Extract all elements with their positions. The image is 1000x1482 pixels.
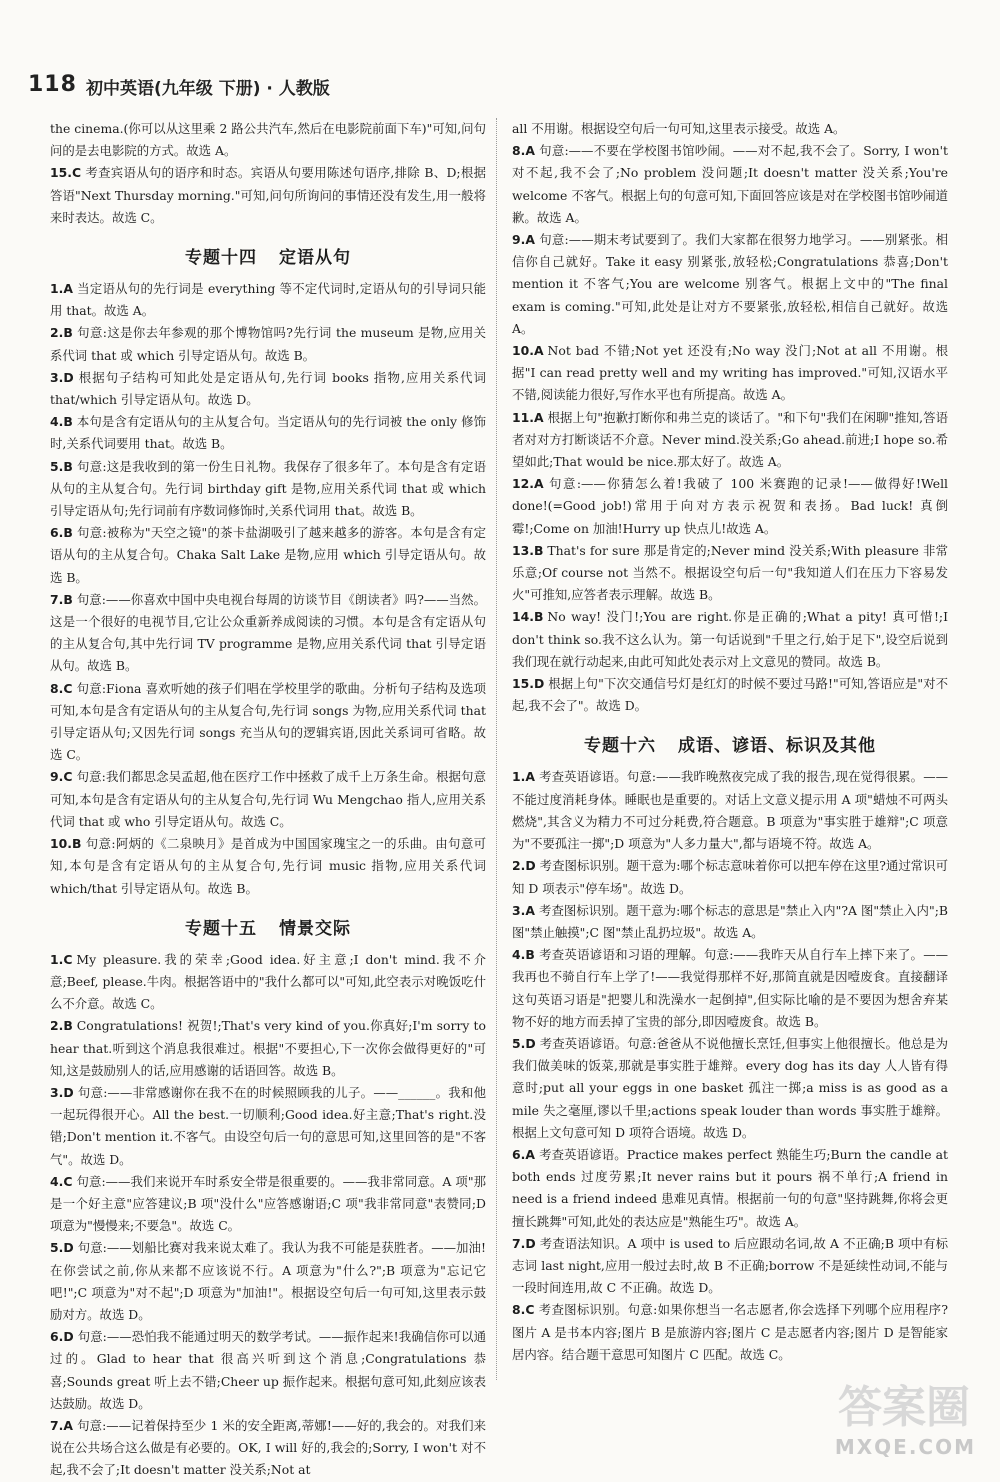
watermark-logo: 答案圈: [838, 1382, 970, 1433]
answer-number: 8.A: [512, 143, 535, 159]
answer-number: 12.A: [512, 476, 544, 492]
answer-explanation: 句意:——你喜欢中国中央电视台每周的访谈节目《朗读者》吗?——当然。这是一个很好的电视节目,它让公众重新养成阅读的习惯。本句是含有定语从句的主从复合句,其中先行词 TV programme 是物,应用关系代词 that 引导定语从句。故选 B。: [50, 591, 486, 674]
answer-number: 7.D: [512, 1235, 536, 1251]
answer-explanation: 句意:阿炳的《二泉映月》是首成为中国国家瑰宝之一的乐曲。由句意可知,本句是含有定语从句的主从复合句,先行词 music 指物,应用关系代词 which/that 引导定语从句。故选 B。: [50, 836, 486, 896]
answer-explanation: 当定语从句的先行词是 everything 等不定代词时,定语从句的引导词只能用 that。故选 A。: [50, 281, 486, 319]
answer-item: [50, 456, 486, 523]
answer-item: [512, 1144, 948, 1233]
answer-item: [512, 944, 948, 1033]
left-column: [50, 118, 486, 1482]
answer-number: 8.C: [512, 1302, 535, 1318]
answer-number: 2.B: [50, 325, 73, 341]
answer-item: [50, 678, 486, 767]
answer-explanation: My pleasure.我的荣幸;Good idea.好主意;I don't mind.我不介意;Beef, please.牛肉。根据答语中的"我什么都可以"可知,此空表示对晚饭吃什么不介意。故选 C。: [50, 951, 486, 1012]
answer-number: 5.D: [50, 1240, 74, 1256]
answer-number: 7.B: [50, 591, 73, 607]
answer-number: 4.C: [50, 1173, 73, 1189]
answer-explanation: 考查图标识别。题干意为:哪个标志的意思是"禁止入内"?A 图"禁止入内";B 图"禁止触摸";C 图"禁止乱扔垃圾"。故选 A。: [512, 902, 948, 940]
answer-item: [50, 589, 486, 678]
right-column: [512, 118, 948, 1366]
answer-item: [50, 367, 486, 411]
answer-number: 7.A: [50, 1417, 73, 1433]
answer-number: 5.D: [512, 1035, 536, 1051]
answer-number: 8.C: [50, 680, 73, 696]
answer-item: [512, 540, 948, 607]
answer-item: [50, 1015, 486, 1082]
section-heading: [50, 243, 486, 268]
answer-number: 3.D: [50, 1084, 74, 1100]
answer-item: [512, 473, 948, 540]
answer-explanation: 考查语法知识。A 项中 is used to 后应跟动名词,故 A 不正确;B 项中有标志词 last night,应用一般过去时,故 B 不正确;borrow 不是延续性动词,不能与一段时间连用,故 C 不正确。故选 D。: [512, 1235, 948, 1296]
answer-explanation: 考查英语谚语。句意:爸爸从不说他擅长烹饪,但事实上他很擅长。他总是为我们做美味的饭菜,那就是事实胜于雄辩。every dog has its day 人人皆有得意时;put all your eggs in one basket 孤注一掷;a miss is as good as a mile 失之毫厘,谬以千里;actions speak louder than words 事实胜于雄辩。根据上文句意可知 D 项符合语境。故选 D。: [512, 1035, 948, 1140]
answer-explanation: That's for sure 那是肯定的;Never mind 没关系;With pleasure 非常乐意;Of course not 当然不。根据设空句后一句"我知道人们在压力下容易发火"可推知,应答者表示理解。故选 B。: [512, 542, 948, 603]
page-number: 118: [28, 72, 77, 97]
answer-item: [50, 1326, 486, 1415]
answer-item: [50, 1082, 486, 1171]
page-header: [28, 72, 972, 102]
answer-item: [50, 833, 486, 900]
section-title: 情景交际: [279, 918, 351, 939]
answer-explanation: 根据上句"下次交通信号灯是红灯的时候不要过马路!"可知,答语应是"对不起,我不会了"。故选 D。: [512, 676, 948, 714]
answer-number: 15.D: [512, 676, 545, 692]
answer-explanation: 句意:——我们来说开车时系安全带是很重要的。——我非常同意。A 项"那是一个好主意"应答建议;B 项"没什么"应答感谢语;C 项"我非常同意"表赞同;D 项意为"慢慢来;不要急"。故选 C。: [50, 1173, 486, 1234]
answer-number: 4.B: [512, 947, 535, 963]
answer-item: [50, 1237, 486, 1326]
answer-explanation: 句意:——非常感谢你在我不在的时候照顾我的儿子。——______。我和他一起玩得很开心。All the best.一切顺利;Good idea.好主意;That's right.没错;Don't mention it.不客气。由设空句后一句的意思可知,这里回答的是"不客气"。故选 D。: [50, 1084, 486, 1167]
column-divider: [496, 118, 498, 1380]
answer-explanation: 根据上句"抱歉打断你和弗兰克的谈话了。"和下句"我们在闲聊"推知,答语者对对方打断谈话不介意。Never mind.没关系;Go ahead.前进;I hope so.希望如此;That would be nice.那太好了。故选 A。: [512, 409, 948, 470]
answer-number: 10.B: [50, 836, 82, 852]
answer-item: [50, 1415, 486, 1482]
answer-item: [50, 162, 486, 229]
book-title: 初中英语(九年级 下册) · 人教版: [86, 79, 330, 99]
answer-item: [50, 949, 486, 1016]
answer-explanation: 句意:——记着保持至少 1 米的安全距离,蒂娜!——好的,我会的。对我们来说在公共场合这么做是有必要的。OK, I will 好的,我会的;Sorry, I won't 对不起,我不会了;It doesn't matter 没关系;Not at: [50, 1417, 486, 1478]
answer-number: 5.B: [50, 458, 73, 474]
answer-number: 10.A: [512, 343, 544, 359]
answer-number: 3.D: [50, 369, 74, 385]
section-label: 专题十四: [185, 248, 257, 269]
answer-item: [512, 1033, 948, 1144]
answer-item: [512, 606, 948, 673]
answer-explanation: 考查图标识别。题干意为:哪个标志意味着你可以把车停在这里?通过常识可知 D 项表示"停车场"。故选 D。: [512, 858, 948, 896]
answer-number: 9.A: [512, 232, 535, 248]
answer-explanation: 句意:——划船比赛对我来说太难了。我认为我不可能是获胜者。——加油!在你尝试之前,你从来都不应该说不行。A 项意为"什么?";B 项意为"忘记它吧!";C 项意为"对不起";D 项意为"加油!"。根据设空句后一句可知,这里表示鼓励对方。故选 D。: [50, 1240, 486, 1322]
answer-number: 2.B: [50, 1018, 73, 1034]
answer-number: 4.B: [50, 414, 73, 430]
answer-item: [50, 1171, 486, 1238]
answer-number: 14.B: [512, 609, 544, 625]
watermark-site: MXQE.COM: [834, 1435, 976, 1459]
answer-item: [512, 766, 948, 855]
answer-item: [50, 766, 486, 833]
answer-number: 1.A: [50, 281, 73, 297]
answer-explanation: 句意:——不要在学校图书馆吵闹。——对不起,我不会了。Sorry, I won't 对不起,我不会了;No problem 没问题;It doesn't matter 没关系;You're welcome 不客气。根据上句的句意可知,下面回答应该是对在学校图书馆吵闹道歉。故选 A。: [512, 143, 948, 225]
answer-number: 1.A: [512, 769, 535, 785]
answer-explanation: Congratulations! 祝贺!;That's very kind of you.你真好;I'm sorry to hear that.听到这个消息我很难过。根据"不要担心,下一次你会做得更好的"可知,这是鼓励别人的话,应用感谢的话语回答。故选 B。: [50, 1018, 486, 1078]
answer-explanation: 句意:——你猜怎么着!我破了 100 米赛跑的记录!——做得好!Well done!(=Good job!)常用于向对方表示祝贺和表扬。Bad luck! 真倒霉!;Come on 加油!Hurry up 快点儿!故选 A。: [512, 476, 948, 536]
answer-number: 6.A: [512, 1146, 535, 1162]
answer-number: 6.B: [50, 525, 73, 541]
answer-explanation: 句意:——期末考试要到了。我们大家都在很努力地学习。——别紧张。相信你自己就好。Take it easy 别紧张,放轻松;Congratulations 恭喜;Don't mention it 不客气;You are welcome 别客气。根据上文中的"The final exam is coming."可知,此处是让对方不要紧张,放轻松,相信自己就好。故选 A。: [512, 232, 948, 336]
section-title: 成语、谚语、标识及其他: [678, 736, 876, 757]
answer-explanation: 考查图标识别。句意:如果你想当一名志愿者,你会选择下列哪个应用程序?图片 A 是书本内容;图片 B 是旅游内容;图片 C 是志愿者内容;图片 D 是智能家居内容。结合题干意思可知图片 C 匹配。故选 C。: [512, 1302, 948, 1362]
section-title: 定语从句: [279, 248, 351, 269]
answer-explanation: 句意:这是我收到的第一份生日礼物。我保存了很多年了。本句是含有定语从句的主从复合句。先行词 birthday gift 是物,应用关系代词 that 或 which 引导定语从句;先行词前有序数词修饰时,关系代词用 that。故选 B。: [50, 458, 486, 519]
answer-explanation: 句意:我们都思念吴孟超,他在医疗工作中拯救了成千上万条生命。根据句意可知,本句是含有定语从句的主从复合句,先行词 Wu Mengchao 指人,应用关系代词 that 或 who 引导定语从句。故选 C。: [50, 769, 486, 829]
answer-explanation: No way! 没门!;You are right.你是正确的;What a pity! 真可惜!;I don't think so.我不这么认为。第一句话说到"千里之行,始于足下",设空后说到我们现在就行动起来,由此可知此处表示对上文意见的赞同。故选 B。: [512, 609, 948, 669]
answer-number: 13.B: [512, 542, 544, 558]
answer-item: [512, 1299, 948, 1366]
answer-item: [50, 522, 486, 589]
answer-explanation: 句意:——恐怕我不能通过明天的数学考试。——振作起来!我确信你可以通过的。Glad to hear that 很高兴听到这个消息;Congratulations 恭喜;Sounds great 听上去不错;Cheer up 振作起来。根据句意可知,此刻应该表达鼓励。故选 D。: [50, 1329, 486, 1411]
section-heading: [50, 914, 486, 939]
answer-explanation: 考查英语谚语和习语的理解。句意:——我昨天从自行车上摔下来了。——我再也不骑自行车上学了!——我觉得那样不好,那简直就是因噎废食。直接翻译这句英语习语是"把婴儿和洗澡水一起倒掉",但实际比喻的是不要因为想舍弃某物不好的地方而丢掉了宝贵的部分,即因噎废食。故选 B。: [512, 947, 948, 1029]
answer-item: [512, 1233, 948, 1300]
answer-item: [50, 411, 486, 455]
answer-explanation: 句意:被称为"天空之镜"的茶卡盐湖吸引了越来越多的游客。本句是含有定语从句的主从复合句。Chaka Salt Lake 是物,应用 which 引导定语从句。故选 B。: [50, 525, 486, 585]
answer-number: 6.D: [50, 1329, 74, 1345]
answer-number: 1.C: [50, 951, 73, 967]
answer-item: [50, 278, 486, 322]
answer-explanation: Not bad 不错;Not yet 还没有;No way 没门;Not at all 不用谢。根据"I can read pretty well and my writing has improved."可知,汉语水平不错,阅读能力很好,写作水平也有所提高。故选 A。: [512, 343, 948, 403]
answer-item: [512, 900, 948, 944]
section-label: 专题十六: [584, 736, 656, 757]
answer-item: [512, 673, 948, 717]
section-heading: [512, 731, 948, 756]
answer-number: 2.D: [512, 858, 536, 874]
answer-item: [512, 855, 948, 899]
answer-item: [512, 140, 948, 229]
answer-explanation: 考查英语谚语。Practice makes perfect 熟能生巧;Burn the candle at both ends 过度劳累;It never rains but it pours 祸不单行;A friend in need is a friend indeed 患难见真情。根据前一句的句意"坚持跳舞,你将会更擅长跳舞"可知,此处的表达应是"熟能生巧"。故选 A。: [512, 1146, 948, 1229]
answer-item: [512, 340, 948, 407]
answer-number: 15.C: [50, 165, 82, 181]
answer-explanation: 本句是含有定语从句的主从复合句。当定语从句的先行词被 the only 修饰时,关系代词要用 that。故选 B。: [50, 414, 486, 452]
answer-explanation: 句意:Fiona 喜欢听她的孩子们唱在学校里学的歌曲。分析句子结构及选项可知,本句是含有定语从句的主从复合句,先行词 songs 为物,应用关系代词 that 引导定语从句;又因先行词 songs 充当从句的逻辑宾语,因此关系词可省略。故选 C。: [50, 680, 486, 763]
answer-number: 9.C: [50, 769, 73, 785]
answer-number: 3.A: [512, 902, 535, 918]
section-label: 专题十五: [185, 918, 257, 939]
answer-explanation: 考查英语谚语。句意:——我昨晚熬夜完成了我的报告,现在觉得很累。——不能过度消耗身体。睡眠也是重要的。对话上文意义提示用 A 项"蜡烛不可两头燃烧",其含义为精力不可过分耗费,符合题意。B 项意为"事实胜于雄辩";C 项意为"不要孤注一掷";D 项意为"人多力量大",都与语境不符。故选 A。: [512, 769, 948, 852]
answer-item: [512, 229, 948, 340]
answer-item: [50, 322, 486, 366]
continued-text: all 不用谢。根据设空句后一句可知,这里表示接受。故选 A。: [512, 121, 846, 136]
answer-number: 11.A: [512, 409, 544, 425]
answer-item: [512, 407, 948, 474]
answer-explanation: 考查宾语从句的语序和时态。宾语从句要用陈述句语序,排除 B、D;根据答语"Next Thursday morning."可知,问句所询问的事情还没有发生,用一般将来时表达。故选 C。: [50, 165, 486, 225]
answer-explanation: 句意:这是你去年参观的那个博物馆吗?先行词 the museum 是物,应用关系代词 that 或 which 引导定语从句。故选 B。: [50, 325, 486, 363]
continued-text: the cinema.(你可以从这里乘 2 路公共汽车,然后在电影院前面下车)"可知,问句问的是去电影院的方式。故选 A。: [50, 121, 486, 159]
answer-explanation: 根据句子结构可知此处是定语从句,先行词 books 指物,应用关系代词 that/which 引导定语从句。故选 D。: [50, 369, 486, 408]
